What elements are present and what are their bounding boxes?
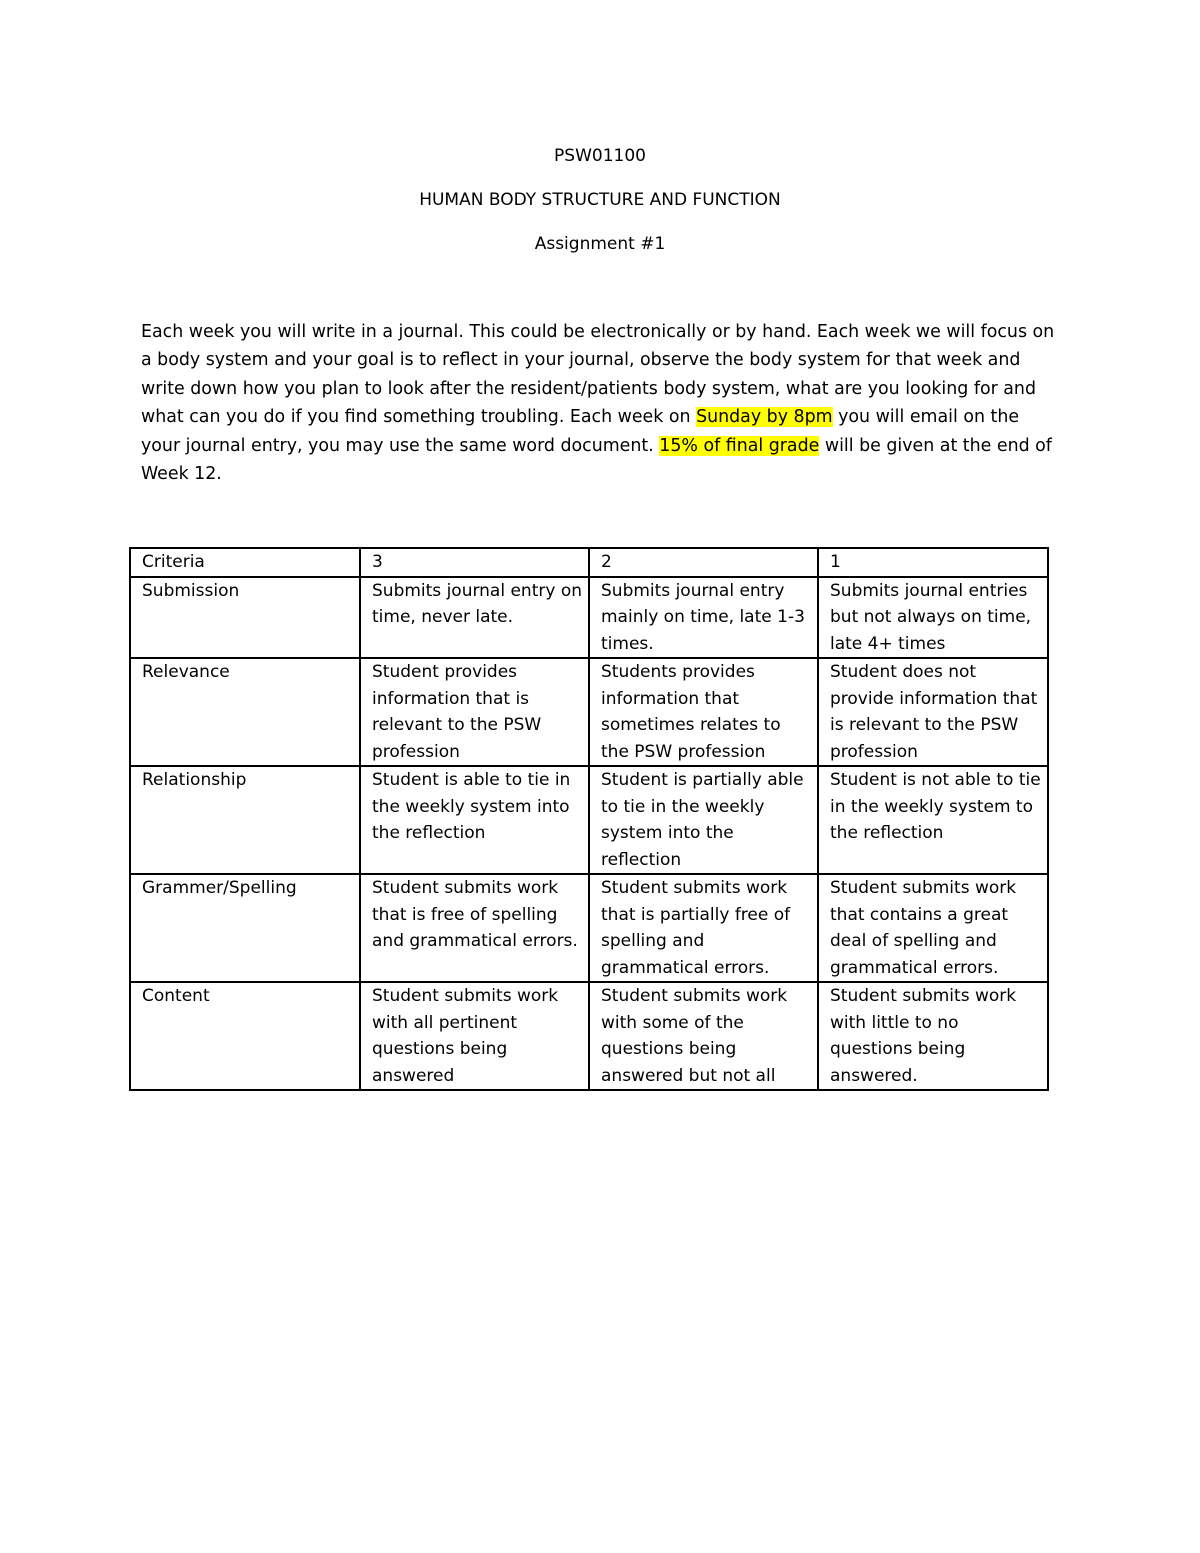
score-1-cell: Student does not provide information that is relevant to the PSW profession	[818, 658, 1048, 766]
header-score-3: 3	[360, 548, 589, 577]
instructions-text-part3: will be given at the end of Week 12.	[141, 435, 1052, 485]
table-row	[130, 658, 1048, 766]
instructions-paragraph	[141, 318, 1061, 488]
instructions-text-part1: Each week you will write in a journal. This could be electronically or by hand. Each week we will focus on a body system and your goal is to reflect in your journal, observe the body system for that week and write down how you plan to look after the resident/patients body system, what are you looking for and what can you do if you find something troubling. Each week on	[141, 322, 1055, 428]
rubric-header-row	[130, 548, 1048, 577]
score-2-cell: Student submits work with some of the questions being answered but not all	[589, 982, 818, 1090]
score-1-cell: Submits journal entries but not always on time, late 4+ times	[818, 577, 1048, 659]
score-2-cell: Students provides information that sometimes relates to the PSW profession	[589, 658, 818, 766]
course-code: PSW01100	[554, 146, 646, 166]
score-3-cell: Student provides information that is relevant to the PSW profession	[360, 658, 589, 766]
criteria-cell: Grammer/Spelling	[130, 874, 360, 982]
score-3-cell: Student submits work with all pertinent questions being answered	[360, 982, 589, 1090]
header-criteria: Criteria	[130, 548, 360, 577]
criteria-cell: Relationship	[130, 766, 360, 874]
table-row	[130, 577, 1048, 659]
course-title: HUMAN BODY STRUCTURE AND FUNCTION	[419, 190, 781, 210]
header-score-1: 1	[818, 548, 1048, 577]
table-row	[130, 982, 1048, 1090]
score-1-cell: Student submits work with little to no questions being answered.	[818, 982, 1048, 1090]
score-2-cell: Submits journal entry mainly on time, late 1-3 times.	[589, 577, 818, 659]
table-row	[130, 766, 1048, 874]
rubric-table	[129, 547, 1049, 1091]
score-3-cell: Submits journal entry on time, never late.	[360, 577, 589, 659]
instructions-text-part2: you will email on the your journal entry, you may use the same word document.	[141, 407, 1020, 456]
criteria-cell: Submission	[130, 577, 360, 659]
assignment-title: Assignment #1	[534, 234, 666, 254]
score-2-cell: Student is partially able to tie in the weekly system into the reflection	[589, 766, 818, 874]
table-row	[130, 874, 1048, 982]
grade-weight-highlight: 15% of final grade	[659, 435, 820, 456]
score-3-cell: Student is able to tie in the weekly system into the reflection	[360, 766, 589, 874]
criteria-cell: Content	[130, 982, 360, 1090]
score-3-cell: Student submits work that is free of spelling and grammatical errors.	[360, 874, 589, 982]
criteria-cell: Relevance	[130, 658, 360, 766]
deadline-highlight: Sunday by 8pm	[696, 407, 833, 428]
header-score-2: 2	[589, 548, 818, 577]
score-1-cell: Student is not able to tie in the weekly system to the reflection	[818, 766, 1048, 874]
score-1-cell: Student submits work that contains a great deal of spelling and grammatical errors.	[818, 874, 1048, 982]
score-2-cell: Student submits work that is partially free of spelling and grammatical errors.	[589, 874, 818, 982]
